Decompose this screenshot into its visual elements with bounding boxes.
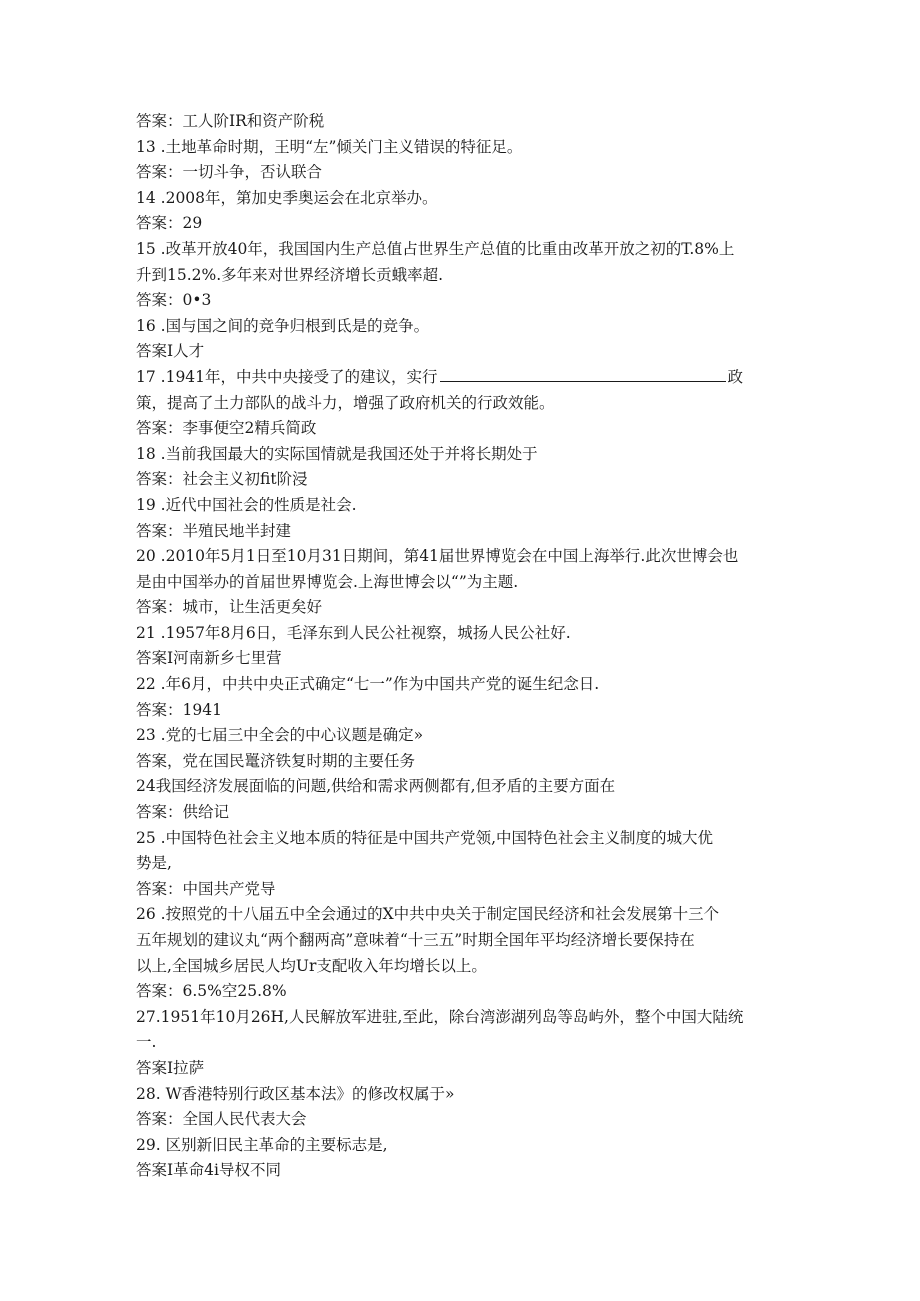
answer-line: 答案：李事便空2精兵简政: [136, 419, 317, 438]
question-line: 26 .按照党的十八届五中全会通过的X中共中央关于制定国民经济和社会发展第十三个: [136, 905, 720, 924]
question-line: 13 .土地革命时期，王明“左”倾关门主义错误的特征足。: [136, 137, 523, 156]
question-line: 18 .当前我国最大的实际国情就是我国还处于并将长期处于: [136, 444, 538, 463]
question-line: 是由中国举办的首届世界博览会.上海世博会以“”为主题.: [136, 572, 519, 591]
fill-in-blank: [440, 367, 726, 382]
question-line: 16 .国与国之间的竞争归根到氐是的竞争。: [136, 316, 430, 335]
answer-line: 答案：1941: [136, 700, 222, 719]
answer-line: 答案，党在国民鼍济铁复时期的主要任务: [136, 751, 416, 770]
question-line: 五年规划的建议丸“两个翻两高”意味着“十三五”时期全国年平均经济增长要保持在: [136, 931, 695, 949]
question-line: 21 .1957年8月6日，毛泽东到人民公社视察，城扬人民公社好.: [136, 623, 571, 642]
answer-line: 答案I河南新乡七里营: [136, 649, 282, 668]
answer-line: 答案：6.5%空25.8%: [136, 982, 287, 1001]
question-line: 28. W香港特别行政区基本法》的修改权属于»: [136, 1084, 455, 1103]
answer-line: 答案：工人阶IR和资产阶税: [136, 112, 325, 130]
answer-line: 答案I拉萨: [136, 1058, 205, 1077]
question-line: 升到15.2%.多年来对世界经济增长贡蛾率超.: [136, 265, 444, 284]
answer-line: 答案：全国人民代表大会: [136, 1110, 307, 1129]
answer-line: 答案：城市，让生活更矣好: [136, 598, 323, 617]
question-line: [136, 365, 786, 391]
answer-line: 答案I革命4i导权不同: [136, 1161, 281, 1180]
question-line: 14 .2008年，第加史季奥运会在北京举办。: [136, 188, 438, 207]
question-line: 25 .中国特色社会主义地本质的特征是中国共产党领,中国特色社会主义制度的城大优: [136, 828, 714, 847]
question-line: 22 .年6月，中共中央正式确定“七一”作为中国共产党的诞生纪念日.: [136, 675, 600, 694]
question-line: 24我国经济发展面临的问题,供给和需求两侧都有,但矛盾的主要方面在: [136, 777, 616, 796]
answer-line: 答案：29: [136, 214, 203, 233]
question-line: 23 .党的七届三中全会的中心议题是确定»: [136, 726, 424, 745]
answer-line: 答案：0•3: [136, 291, 212, 310]
question-text: 政: [727, 367, 744, 386]
question-line: 29. 区别新旧民主革命的主要标志是,: [136, 1135, 388, 1154]
question-line: 19 .近代中国社会的性质是社会.: [136, 495, 357, 514]
answer-line: 答案：中国共产党导: [136, 879, 276, 898]
question-line: 27.1951年10月26H,人民解放军进驻,至此，除台湾澎湖列岛等岛屿外，整个中国大陆统: [136, 1007, 744, 1026]
answer-line: 答案：半殖民地半封建: [136, 521, 292, 540]
answer-line: 答案：社会主义初fit阶浸: [136, 470, 308, 489]
question-line: 势是,: [136, 854, 172, 873]
answer-line: 答案：一切斗争，否认联合: [136, 163, 323, 182]
question-line: 15 .改革开放40年，我国国内生产总值占世界生产总值的比重由改革开放之初的T.8%上: [136, 239, 735, 258]
question-line: 以上,全国城乡居民人均Ur支配收入年均增长以上。: [136, 956, 487, 975]
answer-line: 答案：供给记: [136, 803, 230, 822]
question-line: 20 .2010年5月1日至10月31日期间，第41届世界博览会在中国上海举行.此次世博会也: [136, 547, 739, 566]
question-line: 一.: [136, 1033, 157, 1052]
answer-line: 答案I人才: [136, 342, 205, 361]
question-text: 17 .1941年，中共中央接受了的建议，实行: [136, 367, 438, 386]
document-page: [136, 109, 786, 1184]
question-line: 策，提高了土力部队的战斗力，增强了政府机关的行政效能。: [136, 393, 555, 412]
